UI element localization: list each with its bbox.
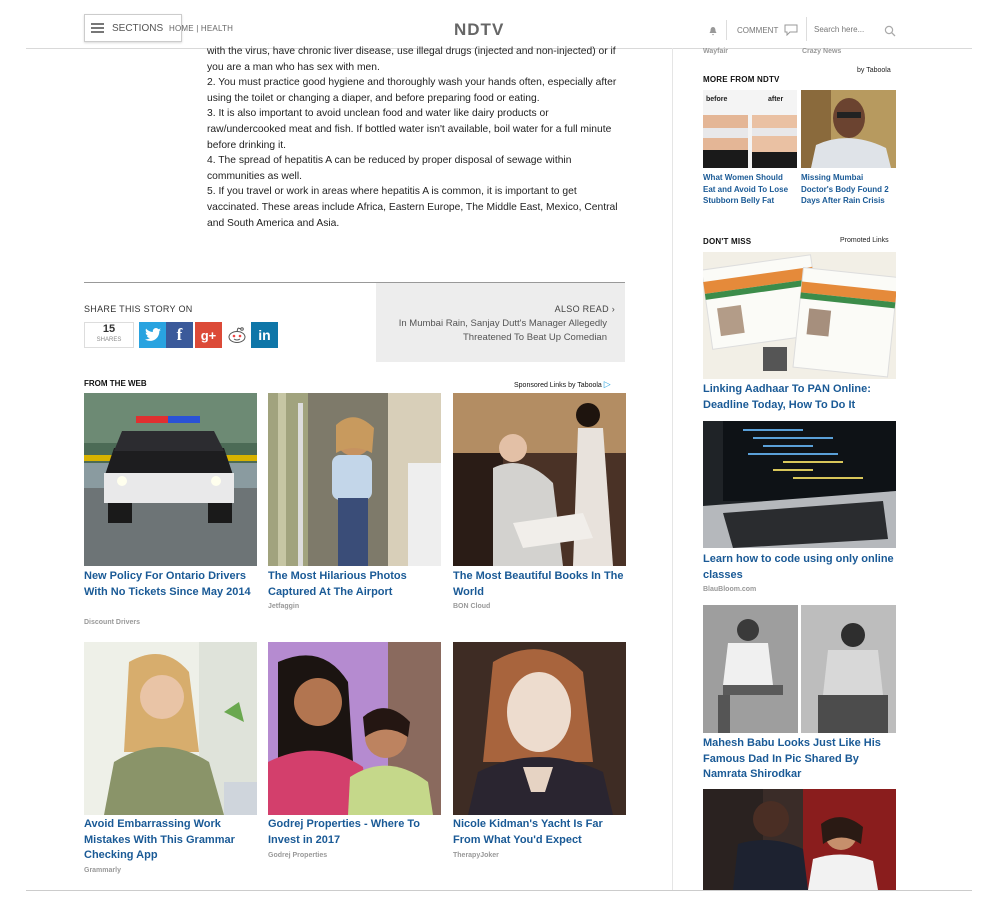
card-title[interactable]: New Policy For Ontario Drivers With No Tickets Since May 2014 (84, 570, 251, 598)
rail-image-mahesh-babu[interactable] (703, 605, 896, 733)
dont-miss-heading: DON'T MISS (703, 237, 752, 246)
also-read-label: ALSO READ › (554, 304, 615, 314)
article-paragraph: 2. You must practice good hygiene and thoroughly wash your hands often, especially after using the toilet or changing a diaper, and before preparing food or eating. (207, 77, 617, 104)
rail-image-couple[interactable] (703, 789, 896, 890)
site-header (26, 0, 972, 49)
twitter-icon (145, 328, 161, 342)
card-image-police-car[interactable] (84, 393, 257, 566)
article-paragraph: 5. If you travel or work in areas where hepatitis A is common, it is important to get vaccinated. These areas include Africa, Eastern Europe, The Middle East, Mexico, Central and South America and Asia. (207, 186, 618, 229)
article-paragraph: 4. The spread of hepatitis A can be reduced by proper disposal of sewage within communities as well. (207, 155, 572, 182)
before-label: before (706, 96, 728, 103)
card-source[interactable]: Discount Drivers (84, 619, 141, 626)
article-paragraph: 3. It is also important to avoid unclean food and water like dairy products or raw/undercooked meat and fish. If bottled water isn't available, boil water for a full minute before drinking it. (207, 108, 612, 151)
google-plus-icon: g+ (200, 327, 217, 343)
rail-image-laptop[interactable] (703, 421, 896, 548)
article-paragraph: with the virus, have chronic liver disease, use illegal drugs (injected and non-injected) or if you are a man who has sex with men. (207, 46, 616, 73)
bell-icon[interactable] (708, 26, 718, 36)
also-read-box[interactable] (376, 283, 625, 362)
footer-divider (26, 890, 972, 891)
chevron-right-icon: › (611, 304, 615, 314)
article-body (207, 44, 622, 231)
card-image-family[interactable] (268, 642, 441, 815)
linkedin-share-button[interactable] (251, 322, 278, 348)
card-source[interactable]: Grammarly (84, 867, 121, 874)
card-title[interactable]: The Most Hilarious Photos Captured At The Airport (268, 570, 407, 598)
card-title[interactable]: Avoid Embarrassing Work Mistakes With This Grammar Checking App (84, 818, 235, 861)
search-placeholder: Search here... (814, 24, 865, 34)
breadcrumb[interactable]: HOME | HEALTH (169, 24, 234, 33)
linkedin-icon: in (258, 327, 271, 343)
facebook-icon: f (176, 325, 183, 344)
by-taboola[interactable]: by Taboola (857, 67, 891, 74)
card-source[interactable]: TherapyJoker (453, 852, 499, 859)
reddit-icon (226, 326, 248, 344)
rail-story-title[interactable]: Linking Aadhaar To PAN Online: Deadline Today, How To Do It (703, 383, 871, 411)
reddit-share-button[interactable] (223, 322, 250, 348)
rail-source[interactable]: Wayfair (703, 48, 729, 55)
rail-story-title[interactable]: Learn how to code using only online classes (703, 553, 894, 581)
rail-image-aadhaar[interactable] (703, 252, 896, 379)
share-title: SHARE THIS STORY ON (84, 304, 193, 314)
rail-story-title[interactable]: What Women Should Eat and Avoid To Lose Stubborn Belly Fat (703, 173, 789, 205)
sections-label: SECTIONS (112, 22, 164, 34)
ndtv-logo[interactable]: NDTV (454, 20, 505, 39)
facebook-share-button[interactable] (166, 322, 193, 348)
comment-button[interactable] (726, 20, 798, 40)
card-source[interactable]: BON Cloud (453, 603, 491, 610)
card-title[interactable]: Godrej Properties - Where To Invest in 2017 (268, 818, 420, 846)
card-source[interactable]: Godrej Properties (268, 852, 328, 859)
also-read-title[interactable]: In Mumbai Rain, Sanjay Dutt's Manager Allegedly Threatened To Beat Up Comedian (398, 318, 607, 343)
share-count-label: SHARES (96, 337, 122, 343)
card-image-woman-laptop[interactable] (84, 642, 257, 815)
after-label: after (768, 96, 784, 103)
adchoices-icon: ▷ (603, 379, 611, 389)
from-the-web-heading: FROM THE WEB (84, 379, 147, 388)
rail-image-belly[interactable] (703, 90, 797, 168)
search-icon[interactable] (884, 25, 896, 37)
rail-story-title[interactable]: Missing Mumbai Doctor's Body Found 2 Days After Rain Crisis (801, 173, 889, 205)
rail-divider (672, 48, 673, 890)
share-count-number: 15 (102, 323, 116, 335)
more-from-ndtv-heading: MORE FROM NDTV (703, 75, 780, 84)
share-count (84, 322, 134, 348)
rail-source[interactable]: BlauBloom.com (703, 586, 757, 593)
google-plus-share-button[interactable] (195, 322, 222, 348)
rail-source[interactable]: Crazy News (802, 48, 842, 55)
rail-story-title[interactable]: Mahesh Babu Looks Just Like His Famous Dad In Pic Shared By Namrata Shirodkar (703, 737, 881, 780)
sections-menu-button[interactable] (84, 14, 182, 42)
card-image-airport[interactable] (268, 393, 441, 566)
card-image-nicole-kidman[interactable] (453, 642, 626, 815)
card-source[interactable]: Jetfaggin (268, 603, 300, 610)
card-image-books[interactable] (453, 393, 626, 566)
card-title[interactable]: Nicole Kidman's Yacht Is Far From What You'd Expect (453, 818, 603, 846)
sponsored-links[interactable]: Sponsored Links by Taboola ▷ (514, 379, 611, 389)
hamburger-icon (91, 23, 104, 33)
twitter-share-button[interactable] (139, 322, 166, 348)
rail-image-doctor[interactable] (801, 90, 896, 168)
card-title[interactable]: The Most Beautiful Books In The World (453, 570, 624, 598)
comment-icon (784, 24, 798, 36)
comment-label: COMMENT (737, 25, 779, 35)
promoted-links[interactable]: Promoted Links (840, 237, 889, 244)
